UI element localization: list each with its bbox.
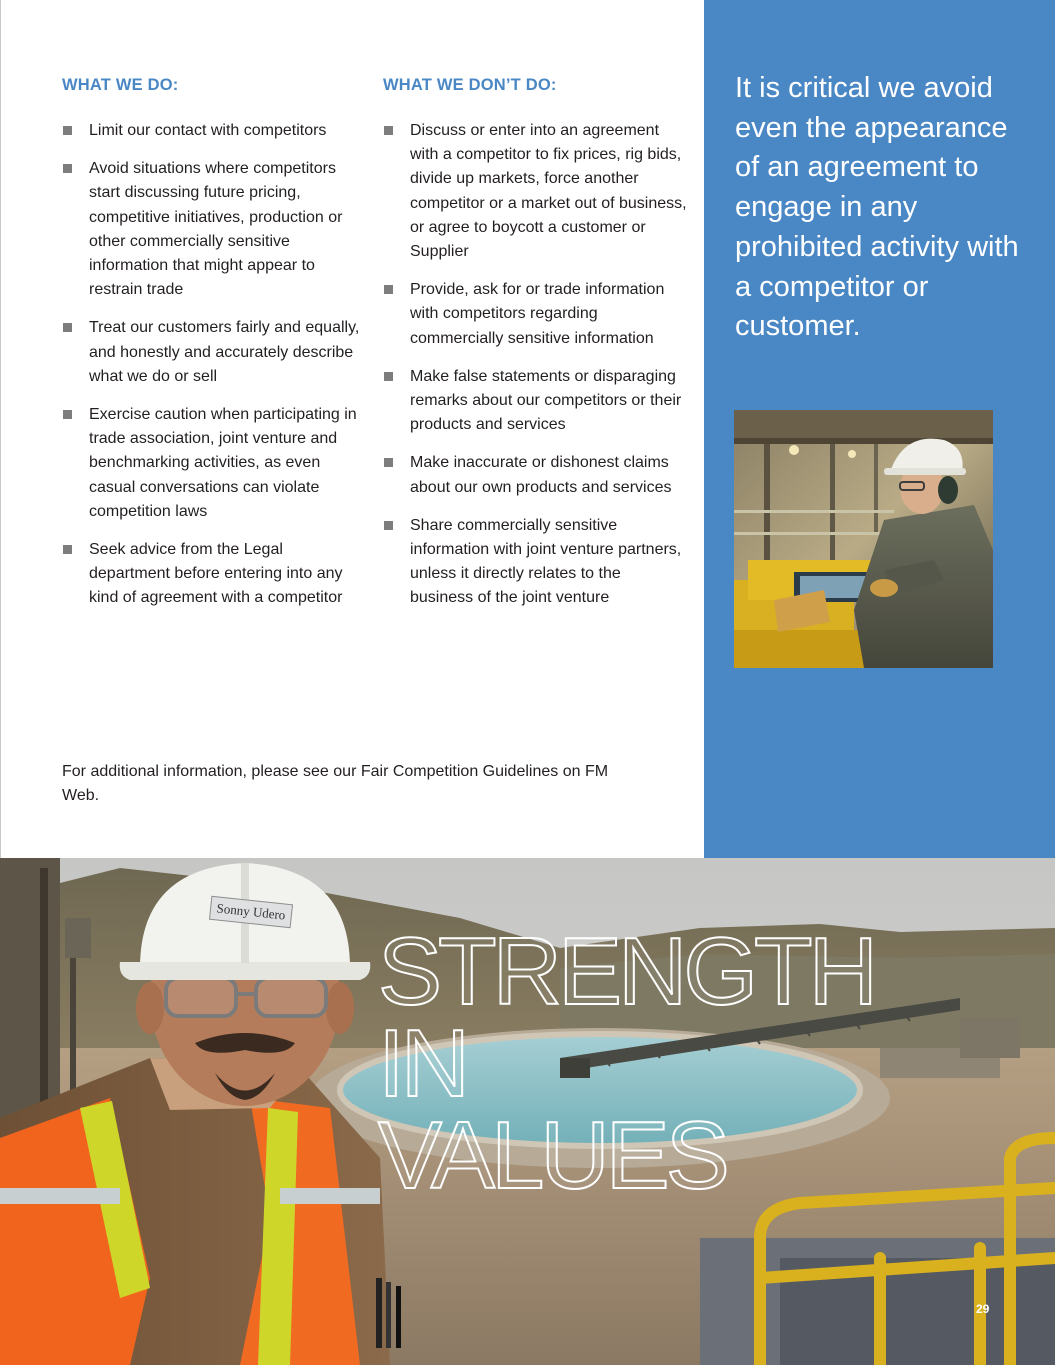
bullet-square-icon (384, 285, 393, 294)
list-item: Provide, ask for or trade information with competitors regarding commercially sensitive information (383, 278, 688, 351)
what-we-dont-do-column (383, 73, 688, 625)
strength-in-values-title (378, 918, 874, 1209)
bullet-square-icon (63, 126, 72, 135)
page-edge (0, 0, 1, 858)
bullet-square-icon (384, 458, 393, 467)
bullet-square-icon (384, 372, 393, 381)
bullet-square-icon (384, 521, 393, 530)
bullet-square-icon (63, 323, 72, 332)
list-item: Seek advice from the Legal department before entering into any kind of agreement with a competitor (62, 538, 362, 611)
title-line-strength: STRENGTH (378, 918, 874, 1025)
list-item: Avoid situations where competitors start discussing future pricing, competitive initiatives, production or other commercially sensitive information that might appear to restrain trade (62, 157, 362, 302)
hardhat-name-label: Sonny Udero (209, 896, 293, 928)
list-item: Share commercially sensitive information with joint venture partners, unless it directly relates to the business of the joint venture (383, 514, 688, 611)
title-line-values: VALUES (378, 1102, 726, 1209)
page-number: 29 (976, 1302, 990, 1316)
list-item: Treat our customers fairly and equally, and honestly and accurately describe what we do or sell (62, 316, 362, 389)
bullet-square-icon (63, 410, 72, 419)
what-we-do-list (62, 119, 362, 611)
what-we-do-heading: WHAT WE DO: (62, 76, 179, 94)
what-we-do-column (62, 73, 362, 625)
list-item: Make false statements or disparaging remarks about our competitors or their products and services (383, 365, 688, 438)
list-item: Make inaccurate or dishonest claims about our own products and services (383, 451, 688, 499)
additional-info-note: For additional information, please see our Fair Competition Guidelines on FM Web. (62, 763, 609, 805)
callout-quote: It is critical we avoid even the appearance of an agreement to engage in any prohibited activity with a competitor or customer. (735, 72, 1019, 343)
what-we-dont-do-heading: WHAT WE DON’T DO: (383, 76, 557, 94)
bullet-square-icon (63, 545, 72, 554)
what-we-dont-do-list (383, 119, 688, 611)
bullet-square-icon (384, 126, 393, 135)
control-panel-operator-photo (734, 410, 993, 668)
callout-panel (704, 0, 1055, 858)
list-item: Discuss or enter into an agreement with a competitor to fix prices, rig bids, divide up markets, force another competitor or a market out of business, or agree to boycott a customer or Supplier (383, 119, 688, 264)
list-item: Exercise caution when participating in trade association, joint venture and benchmarking activities, as even casual conversations can violate competition laws (62, 403, 362, 524)
title-line-in: IN (378, 1010, 466, 1117)
hero-photo (0, 858, 1055, 1365)
bullet-square-icon (63, 164, 72, 173)
list-item: Limit our contact with competitors (62, 119, 362, 143)
